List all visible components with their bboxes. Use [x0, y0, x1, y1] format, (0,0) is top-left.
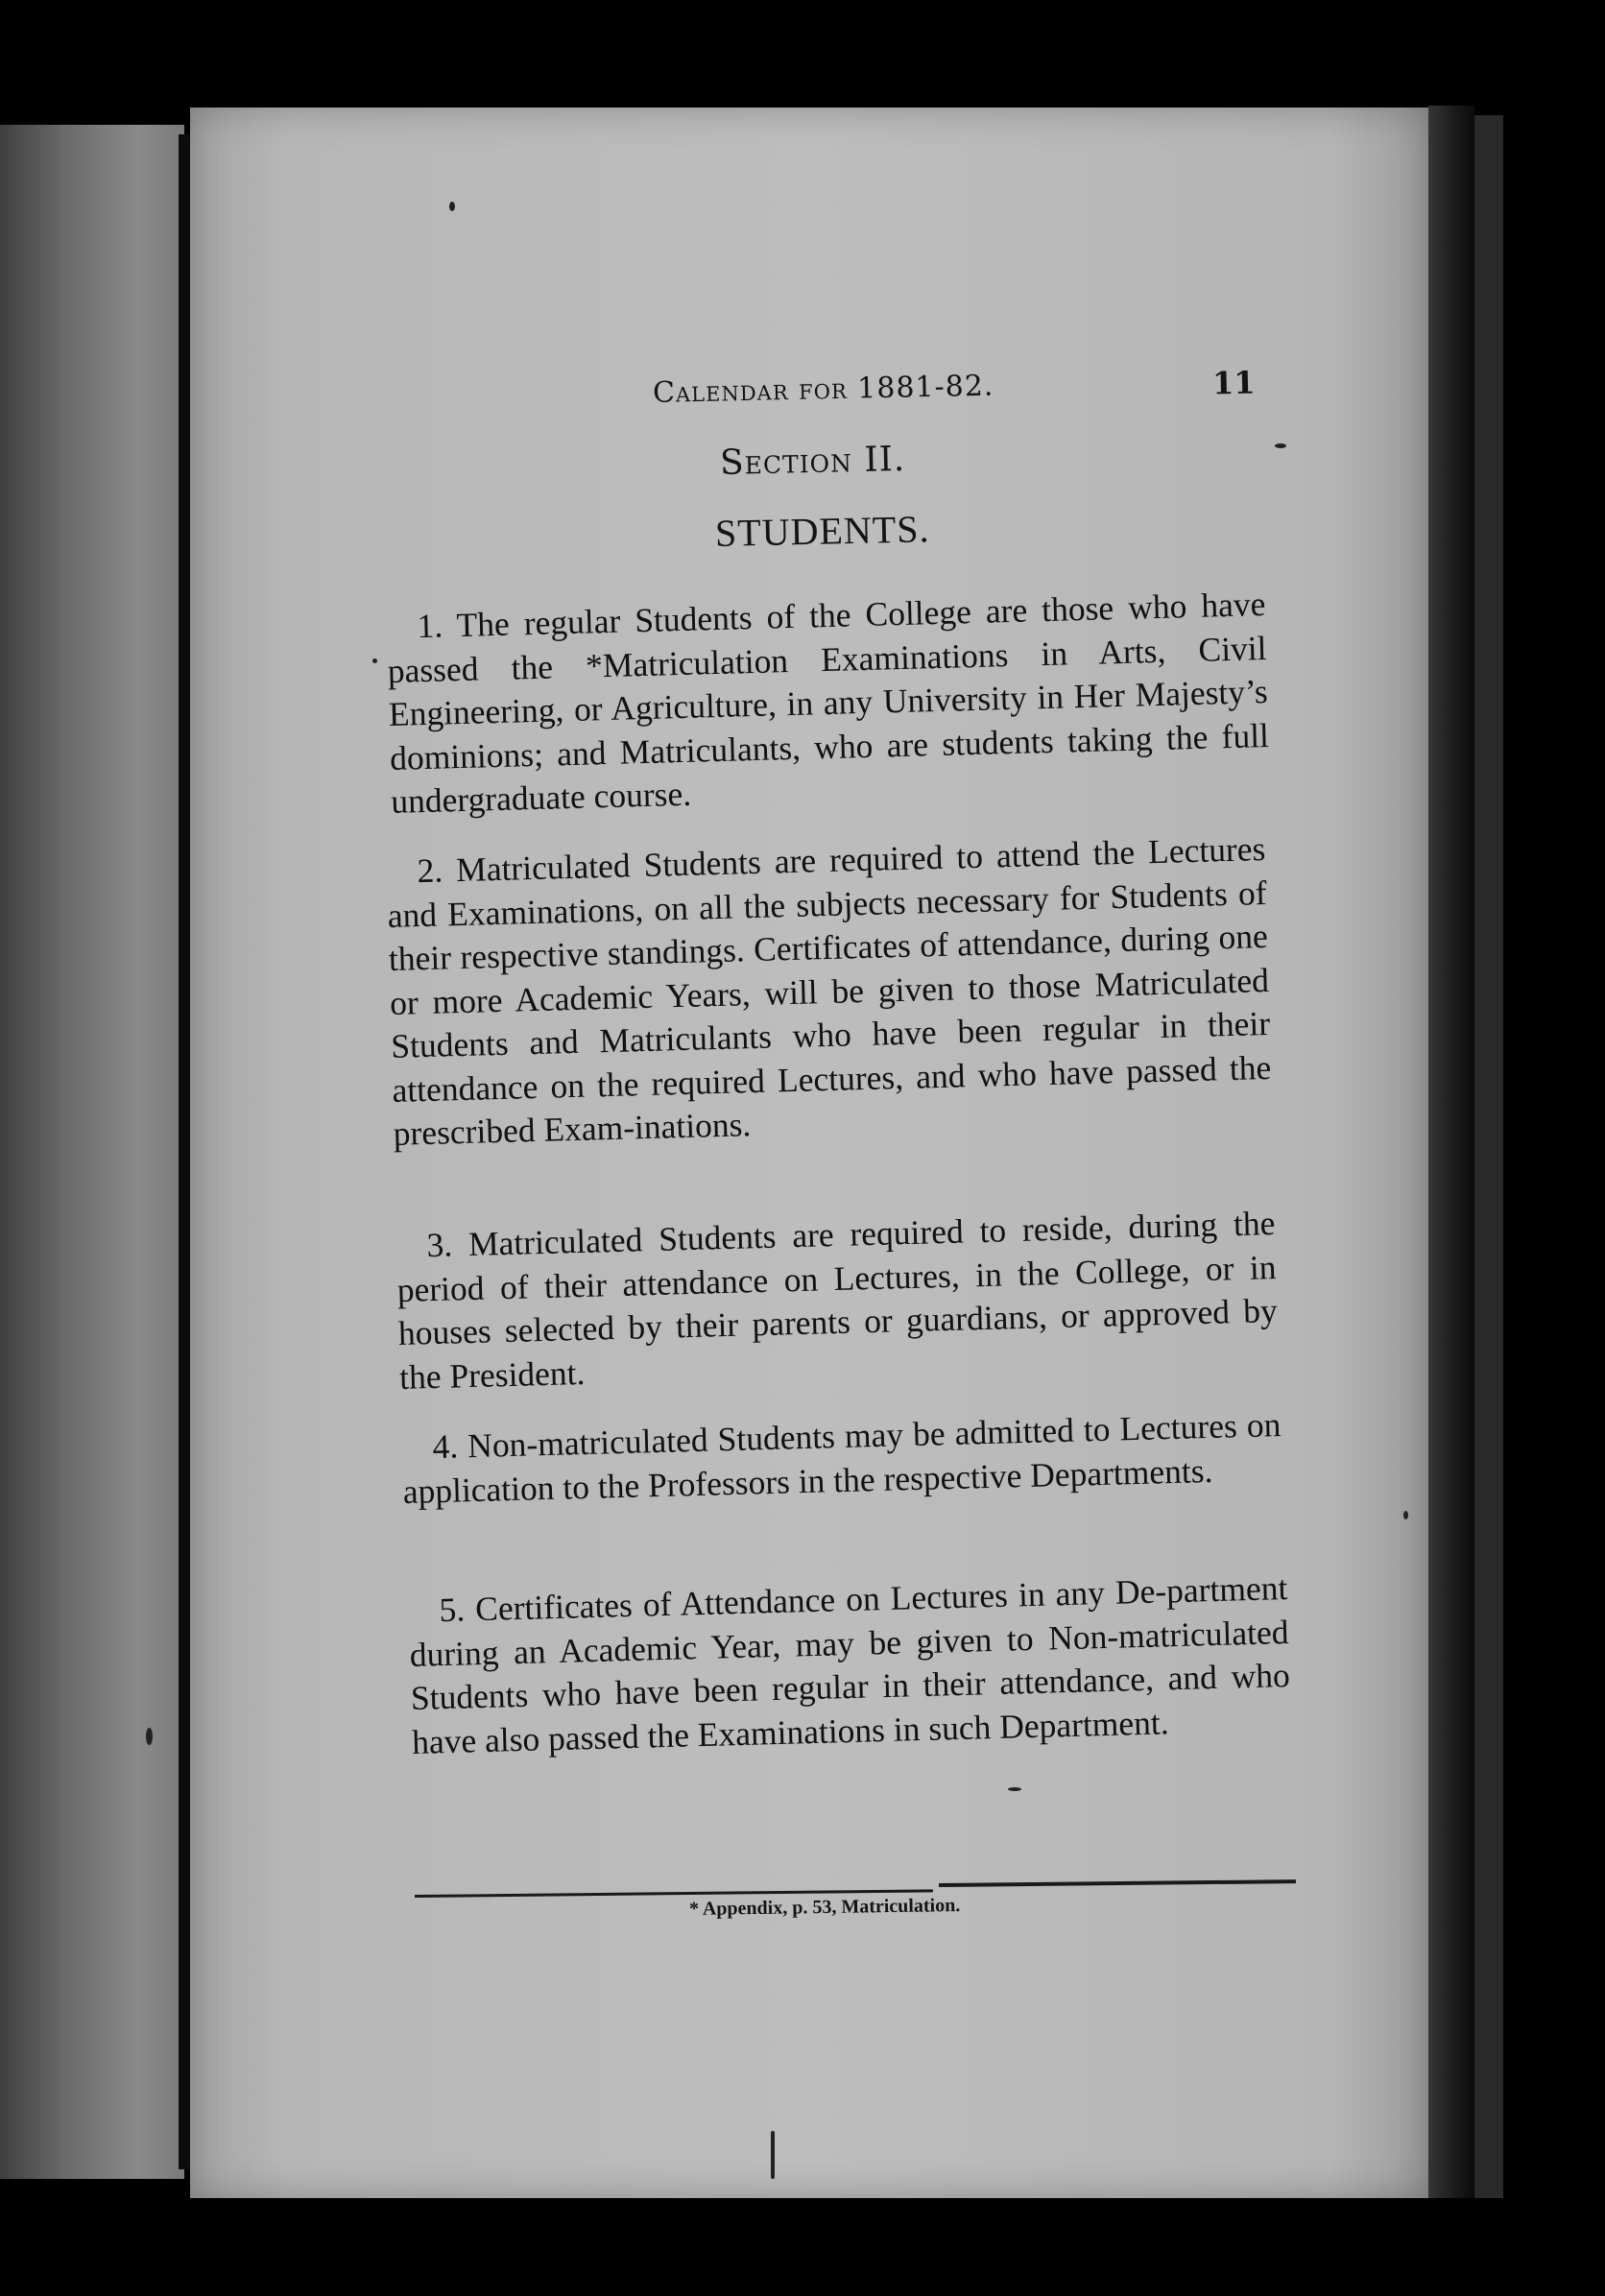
paragraph-1: 1. The regular Students of the College are those who have passed the *Matriculation Examinations in Arts, Civil Engineering, or Agriculture, in any University in Her Majesty’s dominions; and Matriculants, who are students taking the full undergraduate course.	[387, 584, 1270, 821]
paragraph-4: 4. Non-matriculated Students may be admitted to Lectures on application to the Professors in the respective Departments.	[402, 1404, 1282, 1510]
paragraph-2: 2. Matriculated Students are required to attend the Lectures and Examinations, on all the subjects necessary for Students of their respective standings. Certificates of attendance, during one or more Academic Years, will be given to those Matriculated Students and Matriculants who have been regular in their attendance on the required Lectures, and who have passed the prescribed Exam-inations.	[387, 828, 1272, 1153]
scan-speck	[449, 202, 455, 211]
section-heading: Section II.	[719, 439, 906, 483]
book-cover-edge	[1474, 115, 1503, 2198]
footnote: * Appendix, p. 53, Matriculation.	[688, 1895, 961, 1920]
scan-speck	[372, 658, 377, 663]
page-number: 11	[1211, 364, 1256, 402]
book-edge	[1428, 106, 1474, 2198]
page-title: STUDENTS.	[714, 507, 930, 555]
scan-speck	[146, 1728, 153, 1745]
document-page	[190, 108, 1428, 2198]
scan-speck	[1008, 1787, 1021, 1791]
facing-page-edge	[0, 125, 184, 2179]
paragraph-5: 5. Certificates of Attendance on Lectures in any De-partment during an Academic Year, may be given to Non-matriculated Students who have been regular in their attendance, and who have also passed the Examinations in such Department.	[409, 1567, 1291, 1760]
scan-speck	[1403, 1511, 1408, 1519]
scan-speck	[1275, 443, 1286, 448]
running-head	[653, 370, 994, 410]
scan-speck	[771, 2131, 775, 2179]
running-head-prefix: Calendar for	[652, 371, 849, 410]
paragraph-3: 3. Matriculated Students are required to reside, during the period of their attendance on Lectures, in the College, or in houses selected by their parents or guardians, or approved by the President.	[396, 1203, 1279, 1396]
running-head-years: 1881-82.	[856, 369, 994, 406]
